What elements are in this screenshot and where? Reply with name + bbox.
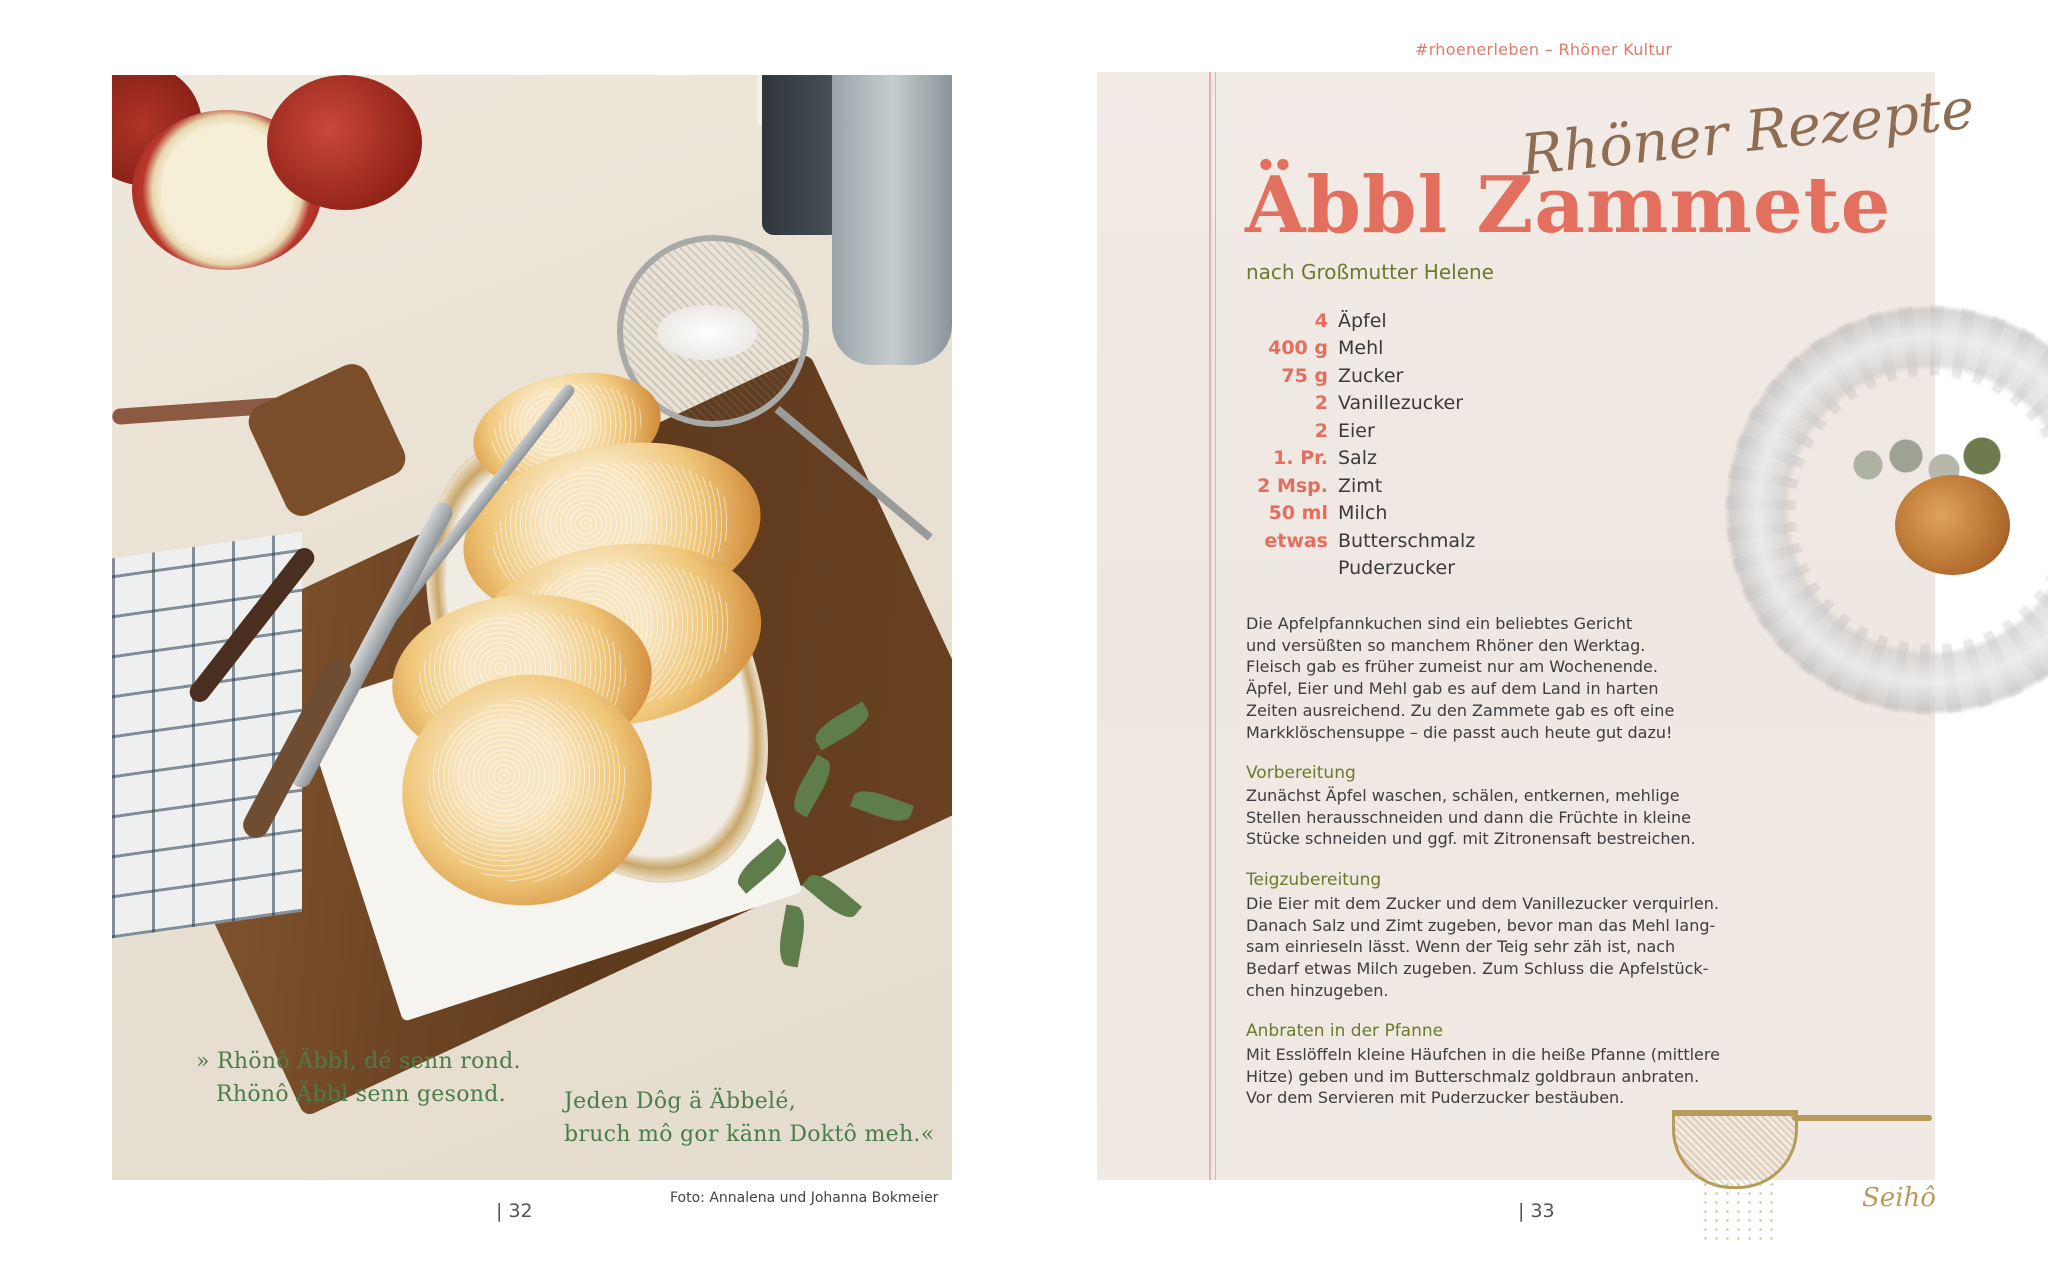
body-line: Bedarf etwas Milch zugeben. Zum Schluss die Apfelstück- [1246, 959, 1709, 979]
ingredient-name: Zimt [1338, 474, 1383, 497]
ingredient-name: Butterschmalz [1338, 529, 1476, 552]
ingredient-amount: etwas [1264, 529, 1328, 552]
intro-line: Äpfel, Eier und Mehl gab es auf dem Land in harten [1246, 679, 1659, 699]
ingredient-amount: 50 ml [1268, 502, 1328, 525]
page-number: | 33 [1518, 1200, 1555, 1222]
ingredient-amount: 2 Msp. [1257, 474, 1328, 497]
body-line: chen hinzugeben. [1246, 980, 1389, 1000]
ingredient-amount: 1. Pr. [1273, 447, 1328, 470]
ingredient-amount: 2 [1314, 392, 1328, 415]
body-line: Hitze) geben und im Butterschmalz goldbraun anbraten. [1246, 1066, 1700, 1086]
fruit-illustration [1830, 420, 2020, 590]
strainer-handle [1792, 1115, 1932, 1121]
body-line: Stücke schneiden und ggf. mit Zitronensaft bestreichen. [1246, 829, 1696, 849]
recipe-subtitle: nach Großmutter Helene [1246, 260, 1494, 284]
dark-cup [762, 75, 842, 235]
body-line: Zunächst Äpfel waschen, schälen, entkernen, mehlige [1246, 786, 1680, 805]
body-line: Danach Salz und Zimt zugeben, bevor man das Mehl lang- [1246, 915, 1716, 935]
ingredient-name: Äpfel [1338, 309, 1387, 332]
ingredient-name: Milch [1338, 502, 1388, 525]
ingredient-row [1246, 500, 1646, 528]
cutting-board-handle [243, 358, 412, 522]
ingredient-amount: 400 g [1268, 337, 1328, 360]
intro-line: und versüßten so manchem Rhöner den Werktag. [1246, 635, 1646, 655]
recipe-title: Äbbl Zammete [1245, 160, 1892, 251]
milk-jug [832, 75, 952, 365]
body-line: Vor dem Servieren mit Puderzucker bestäuben. [1246, 1088, 1625, 1108]
ingredient-row [1246, 417, 1646, 445]
powdered-sugar [657, 305, 757, 360]
strainer-icon [1672, 1102, 1932, 1192]
peach-icon [1895, 475, 2010, 575]
intro-line: Zeiten ausreichend. Zu den Zammete gab es oft eine [1246, 700, 1675, 720]
section-header-tag: #rhoenerleben – Rhöner Kultur [1415, 40, 1673, 59]
recipe-intro [1246, 613, 1716, 743]
sugar-dust [1700, 1180, 1780, 1240]
section-heading-frying: Anbraten in der Pfanne [1246, 1021, 1444, 1041]
ingredient-row [1246, 362, 1646, 390]
page-number: | 32 [496, 1200, 533, 1222]
ingredient-name: Zucker [1338, 364, 1404, 387]
script-title: Rhöner Rezepte [1517, 76, 1978, 189]
ingredient-row [1246, 555, 1646, 583]
ingredient-name: Puderzucker [1338, 557, 1456, 580]
strainer-bowl [1672, 1110, 1798, 1189]
intro-line: Die Apfelpfannkuchen sind ein beliebtes Gericht [1246, 614, 1633, 633]
photo-credit: Foto: Annalena und Johanna Bokmeier [670, 1190, 939, 1206]
body-line: Die Eier mit dem Zucker und dem Vanillezucker verquirlen. [1246, 894, 1719, 913]
ingredient-list [1246, 307, 1646, 582]
ingredient-name: Vanillezucker [1338, 392, 1464, 415]
body-line: Stellen herausschneiden und dann die Früchte in kleine [1246, 807, 1691, 827]
leaf-icon [802, 868, 862, 923]
ingredient-row [1246, 527, 1646, 555]
ingredient-amount: 75 g [1281, 364, 1328, 387]
ingredient-row [1246, 335, 1646, 363]
ingredient-amount: 4 [1314, 309, 1328, 332]
intro-line: Markklöschensuppe – die passt auch heute gut dazu! [1246, 722, 1673, 742]
recipe-photo [112, 75, 952, 1180]
ingredient-row [1246, 390, 1646, 418]
dialect-quote-right [564, 1085, 934, 1151]
ingredient-amount: 2 [1314, 419, 1328, 442]
ingredient-row [1246, 307, 1646, 335]
leaf-icon [776, 905, 808, 968]
quote-line: bruch mô gor känn Doktô meh.« [564, 1122, 935, 1147]
apple-whole [267, 75, 422, 210]
ingredient-row [1246, 472, 1646, 500]
section-body-preparation [1246, 785, 1716, 850]
ingredient-name: Eier [1338, 419, 1375, 442]
quote-line: Rhönô Äbbl senn gesond. [216, 1082, 506, 1107]
quote-line: Jeden Dôg ä Äbbelé, [564, 1089, 796, 1114]
section-heading-dough: Teigzubereitung [1246, 870, 1382, 890]
ingredient-name: Mehl [1338, 337, 1384, 360]
ingredient-name: Salz [1338, 447, 1377, 470]
dialect-quote-left [196, 1045, 521, 1111]
body-line: Mit Esslöffeln kleine Häufchen in die heiße Pfanne (mittlere [1246, 1045, 1720, 1064]
intro-line: Fleisch gab es früher zumeist nur am Wochenende. [1246, 657, 1658, 677]
body-line: sam einrieseln lässt. Wenn der Teig sehr zäh ist, nach [1246, 937, 1676, 957]
section-heading-preparation: Vorbereitung [1246, 763, 1356, 783]
section-body-dough [1246, 893, 1719, 1002]
strainer-label: Seihô [1862, 1183, 1936, 1213]
ingredient-row [1246, 445, 1646, 473]
quote-line: » Rhönô Äbbl, dé senn rond. [196, 1049, 521, 1074]
section-body-frying [1246, 1044, 1720, 1109]
